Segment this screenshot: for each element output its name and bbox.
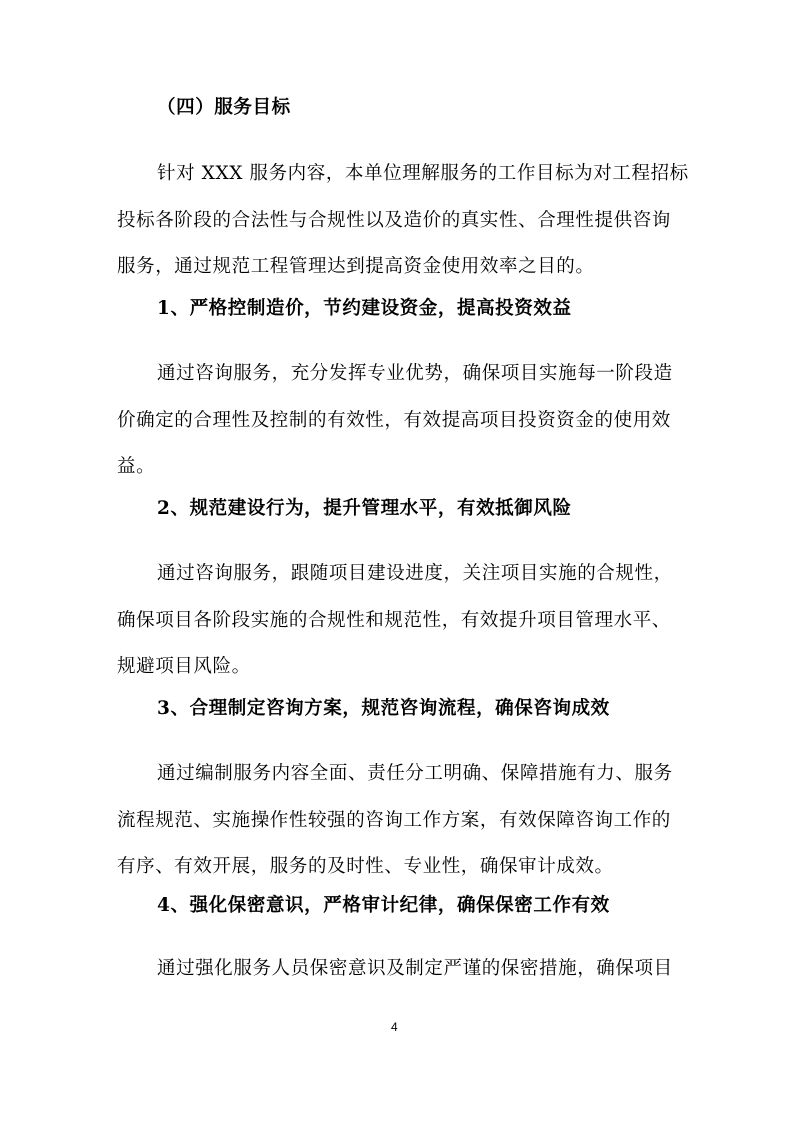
section-heading: （四）服务目标	[157, 97, 291, 118]
item-3-line-2: 流程规范、实施操作性较强的咨询工作方案，有效保障咨询工作的	[117, 810, 671, 831]
item-1-line-3: 益。	[117, 456, 156, 477]
item-2-line-3: 规避项目风险。	[117, 656, 251, 677]
item-1-heading: 1、严格控制造价，节约建设资金，提高投资效益	[157, 298, 572, 319]
intro-line-2: 投标各阶段的合法性与合规性以及造价的真实性、合理性提供咨询	[117, 210, 671, 231]
item-2-line-1: 通过咨询服务，跟随项目建设进度，关注项目实施的合规性，	[157, 563, 673, 584]
intro-line-3: 服务，通过规范工程管理达到提高资金使用效率之目的。	[117, 256, 595, 277]
item-4-line-1: 通过强化服务人员保密意识及制定严谨的保密措施，确保项目	[157, 958, 673, 979]
intro-line-1: 针对 XXX 服务内容，本单位理解服务的工作目标为对工程招标	[157, 163, 689, 184]
item-1-line-2: 价确定的合理性及控制的有效性，有效提高项目投资资金的使用效	[117, 410, 671, 431]
item-3-heading: 3、合理制定咨询方案，规范咨询流程，确保咨询成效	[157, 698, 610, 719]
item-4-heading: 4、强化保密意识，严格审计纪律，确保保密工作有效	[157, 895, 610, 916]
item-2-heading: 2、规范建设行为，提升管理水平，有效抵御风险	[157, 498, 572, 519]
item-3-line-3: 有序、有效开展，服务的及时性、专业性，确保审计成效。	[117, 856, 614, 877]
item-1-line-1: 通过咨询服务，充分发挥专业优势，确保项目实施每一阶段造	[157, 363, 673, 384]
page-number: 4	[391, 1020, 398, 1034]
item-2-line-2: 确保项目各阶段实施的合规性和规范性，有效提升项目管理水平、	[117, 610, 671, 631]
item-3-line-1: 通过编制服务内容全面、责任分工明确、保障措施有力、服务	[157, 763, 673, 784]
